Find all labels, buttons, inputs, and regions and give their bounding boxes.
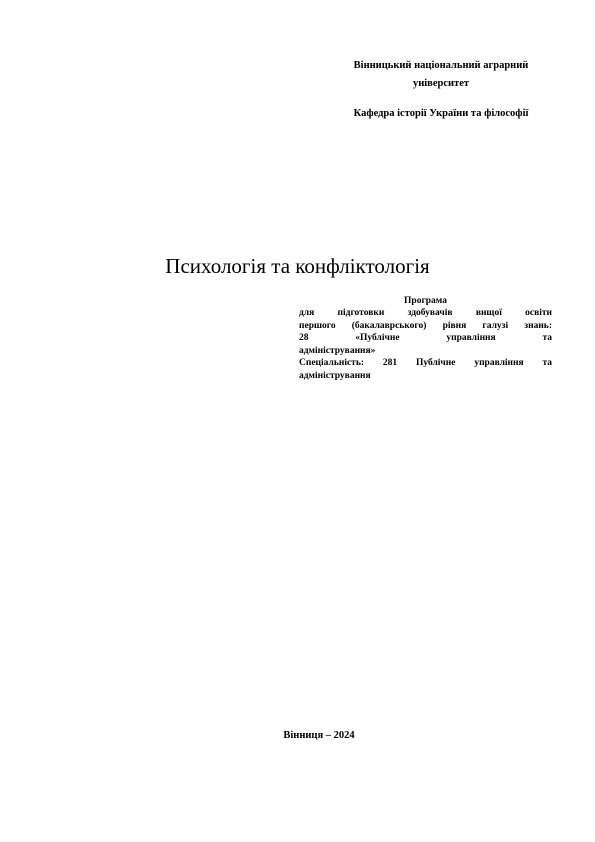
university-name <box>310 57 572 93</box>
program-line: першого (бакалаврського) рівня галузі знань: <box>299 320 552 331</box>
department-name: Кафедра історії України та філософії <box>353 108 529 119</box>
program-description <box>299 307 552 382</box>
program-line: 28 «Публічне управління та <box>299 333 552 343</box>
university-name-line-2: університет <box>412 78 470 89</box>
university-name-line-1: Вінницький національний аграрний <box>353 60 529 71</box>
program-line: адміністрування» <box>299 345 376 356</box>
program-line: Спеціальність: 281 Публічне управління та <box>299 358 552 368</box>
course-title: Психологія та конфліктологія <box>165 254 430 278</box>
program-heading: Програма <box>404 296 447 306</box>
city-and-year: Вінниця – 2024 <box>283 730 355 741</box>
program-line: для підготовки здобувачів вищої освіти <box>299 308 552 318</box>
program-line: адміністрування <box>299 370 371 381</box>
